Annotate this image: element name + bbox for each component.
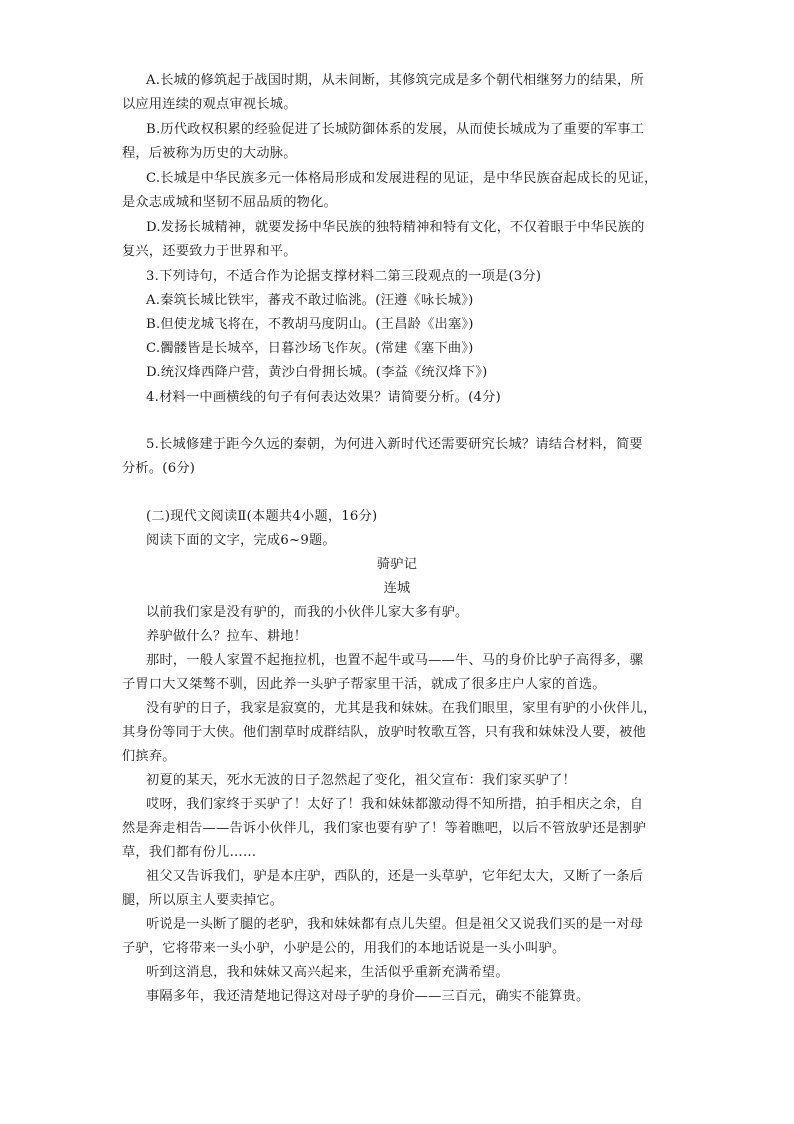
option-2d-line1: D.发扬长城精神，就要发扬中华民族的独特精神和特有文化，不仅着眼于中华民族的 (146, 220, 645, 235)
question-4-stem: 4.材料一中画横线的句子有何表达效果？请简要分析。(4分) (146, 390, 502, 405)
question-5-line2: 分析。(6分) (122, 461, 196, 476)
story-paragraph-6-line2: 然是奔走相告——告诉小伙伴儿，我们家也要有驴了！等着瞧吧，以后不管放驴还是割驴 (122, 821, 647, 836)
option-2b-line1: B.历代政权积累的经验促进了长城防御体系的发展，从而使长城成为了重要的军事工 (146, 122, 645, 137)
story-paragraph-5: 初夏的某天，死水无波的日子忽然起了变化，祖父宣布：我们家买驴了！ (146, 773, 576, 788)
story-paragraph-3-line1: 那时，一般人家置不起拖拉机，也置不起牛或马——牛、马的身价比驴子高得多，骡 (146, 653, 644, 668)
story-paragraph-6-line1: 哎呀，我们家终于买驴了！太好了！我和妹妹都激动得不知所措，拍手相庆之余，自 (146, 797, 644, 812)
story-paragraph-9: 听到这消息，我和妹妹又高兴起来，生活似乎重新充满希望。 (146, 965, 509, 980)
story-paragraph-10: 事隔多年，我还清楚地记得这对母子驴的身价——三百元，确实不能算贵。 (146, 989, 590, 1004)
story-paragraph-6-line3: 草，我们都有份儿…… (122, 845, 257, 860)
story-paragraph-1: 以前我们家是没有驴的，而我的小伙伴儿家大多有驴。 (146, 605, 469, 620)
option-2a-line1: A.长城的修筑起于战国时期，从未间断，其修筑完成是多个朝代相继努力的结果，所 (146, 73, 644, 88)
story-paragraph-7-line1: 祖父又告诉我们，驴是本庄驴，西队的，还是一头草驴，它年纪太大，又断了一条后 (146, 869, 644, 884)
story-paragraph-4-line1: 没有驴的日子，我家是寂寞的，尤其是我和妹妹。在我们眼里，家里有驴的小伙伴儿， (146, 701, 657, 716)
story-title: 骑驴记 (376, 557, 418, 572)
story-paragraph-8-line2: 子驴，它将带来一头小驴，小驴是公的，用我们的本地话说是一头小叫驴。 (122, 941, 566, 956)
story-paragraph-8-line1: 听说是一头断了腿的老驴，我和妹妹都有点儿失望。但是祖父又说我们买的是一对母 (146, 917, 644, 932)
story-paragraph-7-line2: 腿，所以原主人要卖掉它。 (122, 893, 284, 908)
story-paragraph-2: 养驴做什么？拉车、耕地！ (146, 629, 308, 644)
option-2d-line2: 复兴，还要致力于世界和平。 (122, 244, 297, 259)
question-3-option-c: C.髑髅皆是长城卒，日暮沙场飞作灰。(常建《塞下曲》) (146, 341, 474, 356)
option-2b-line2: 程，后被称为历史的大动脉。 (122, 146, 297, 161)
question-5-line1: 5.长城修建于距今久远的秦朝，为何进入新时代还需要研究长城？请结合材料，简要 (146, 437, 643, 452)
story-paragraph-4-line3: 们摈弃。 (122, 749, 176, 764)
section-heading: (二)现代文阅读Ⅱ(本题共4小题，16分) (146, 509, 378, 524)
option-2c-line1: C.长城是中华民族多元一体格局形成和发展进程的见证，是中华民族奋起成长的见证， (146, 171, 658, 186)
option-2a-line2: 以应用连续的观点审视长城。 (122, 97, 297, 112)
section-instruction: 阅读下面的文字，完成6~9题。 (146, 533, 336, 548)
question-3-stem: 3.下列诗句，不适合作为论据支撑材料二第三段观点的一项是(3分) (146, 269, 542, 284)
question-3-option-b: B.但使龙城飞将在，不教胡马度阴山。(王昌龄《出塞》) (146, 317, 474, 332)
question-3-option-a: A.秦筑长城比铁牢，蕃戎不敢过临洮。(汪遵《咏长城》) (146, 293, 474, 308)
question-3-option-d: D.统汉烽西降户营，黄沙白骨拥长城。(李益《统汉烽下》) (146, 365, 488, 380)
story-paragraph-3-line2: 子胃口大又桀骜不驯，因此养一头驴子帮家里干活，就成了很多庄户人家的首选。 (122, 677, 606, 692)
option-2c-line2: 是众志成城和坚韧不屈品质的物化。 (122, 195, 337, 210)
story-author: 连城 (383, 581, 411, 596)
story-paragraph-4-line2: 其身份等同于大侠。他们割草时成群结队，放驴时牧歌互答，只有我和妹妹没人要，被他 (122, 725, 647, 740)
